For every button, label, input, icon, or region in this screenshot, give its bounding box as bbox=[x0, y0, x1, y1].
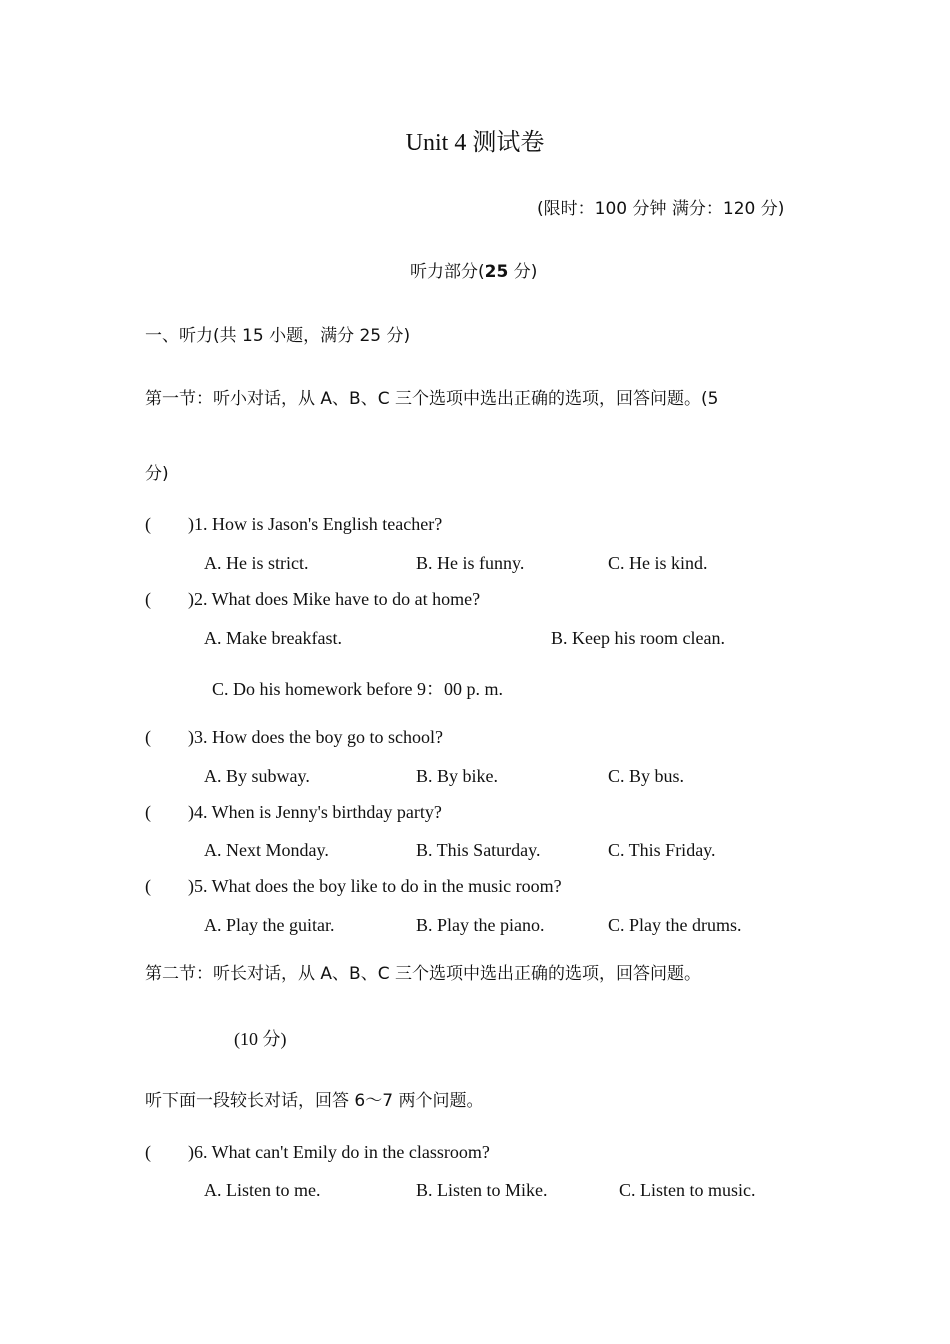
dialogue-instruction: 听下面一段较长对话，回答 6～7 两个问题。 bbox=[145, 1091, 484, 1111]
answer-blank[interactable]: ( bbox=[145, 1142, 151, 1162]
option-b: B. Play the piano. bbox=[416, 915, 545, 935]
page-title: Unit 4 测试卷 bbox=[405, 130, 545, 156]
time-limit: (限时：100 分钟 满分：120 分) bbox=[537, 199, 785, 219]
subsection1-instruction: 第一节：听小对话，从 A、B、C 三个选项中选出正确的选项，回答问题。(5 bbox=[145, 389, 719, 409]
subsection2-instruction: 第二节：听长对话，从 A、B、C 三个选项中选出正确的选项，回答问题。 bbox=[145, 964, 701, 984]
option-c: C. Do his homework before 9：00 p. m. bbox=[212, 679, 503, 699]
question-text: )2. What does Mike have to do at home? bbox=[188, 589, 481, 609]
option-c: C. This Friday. bbox=[608, 840, 716, 860]
option-b: B. Listen to Mike. bbox=[416, 1180, 548, 1200]
option-c: C. Play the drums. bbox=[608, 915, 742, 935]
part-title-score: 25 bbox=[484, 262, 509, 282]
option-b: B. This Saturday. bbox=[416, 840, 541, 860]
question-text: )5. What does the boy like to do in the music room? bbox=[188, 876, 562, 896]
option-a: A. Play the guitar. bbox=[204, 915, 335, 935]
option-a: A. He is strict. bbox=[204, 553, 309, 573]
option-c: C. By bus. bbox=[608, 766, 685, 786]
subsection2-score: (10 分) bbox=[234, 1029, 287, 1049]
option-c: C. Listen to music. bbox=[619, 1180, 756, 1200]
section-heading: 一、听力(共 15 小题，满分 25 分) bbox=[145, 326, 411, 346]
option-a: A. Next Monday. bbox=[204, 840, 329, 860]
answer-blank[interactable]: ( bbox=[145, 727, 151, 747]
part-title-pre: 听力部分( bbox=[410, 262, 485, 282]
option-a: A. By subway. bbox=[204, 766, 310, 786]
question-text: )1. How is Jason's English teacher? bbox=[188, 514, 443, 534]
answer-blank[interactable]: ( bbox=[145, 802, 151, 822]
option-b: B. By bike. bbox=[416, 766, 499, 786]
option-b: B. Keep his room clean. bbox=[551, 628, 725, 648]
answer-blank[interactable]: ( bbox=[145, 514, 151, 534]
question-text: )3. How does the boy go to school? bbox=[188, 727, 443, 747]
answer-blank[interactable]: ( bbox=[145, 589, 151, 609]
option-a: A. Make breakfast. bbox=[204, 628, 342, 648]
option-b: B. He is funny. bbox=[416, 553, 525, 573]
option-a: A. Listen to me. bbox=[204, 1180, 321, 1200]
question-text: )6. What can't Emily do in the classroom? bbox=[188, 1142, 490, 1162]
part-title-post: 分) bbox=[508, 262, 538, 282]
subsection1-instruction-cont: 分) bbox=[145, 464, 169, 484]
answer-blank[interactable]: ( bbox=[145, 876, 151, 896]
question-text: )4. When is Jenny's birthday party? bbox=[188, 802, 442, 822]
option-c: C. He is kind. bbox=[608, 553, 708, 573]
part-title bbox=[410, 264, 537, 281]
